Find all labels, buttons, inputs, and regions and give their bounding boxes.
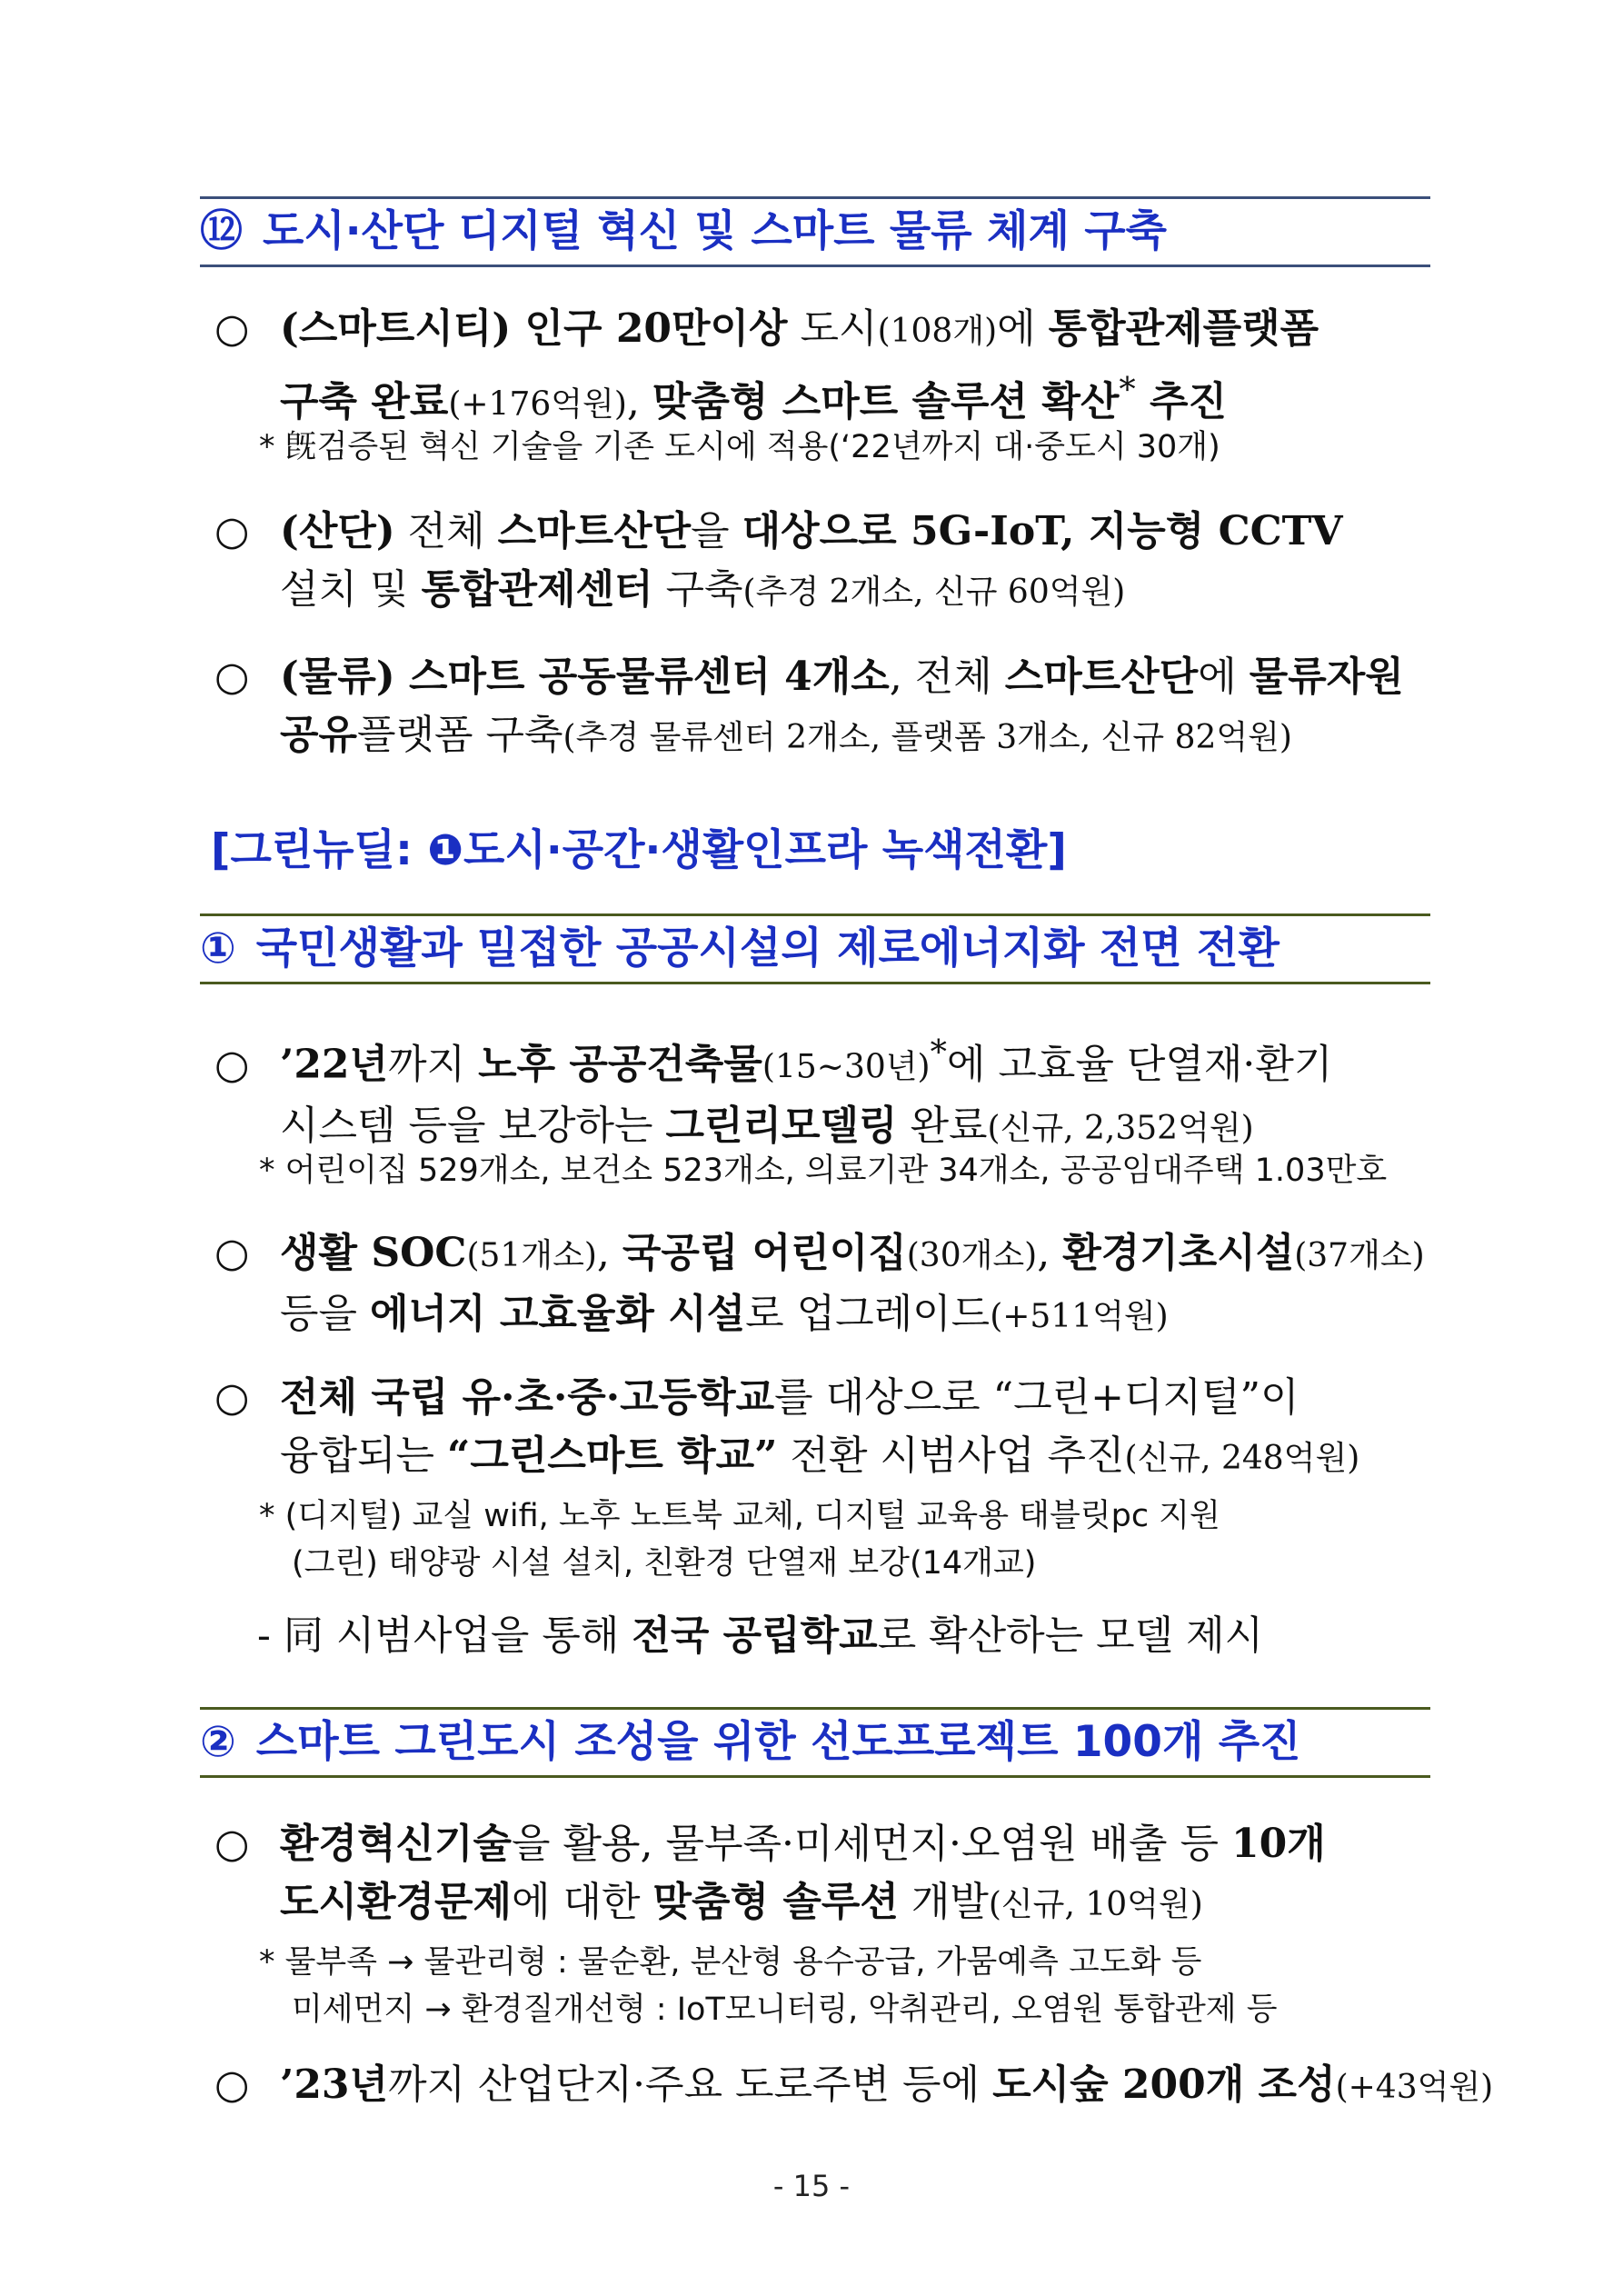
text-bold: 그린리모델링 xyxy=(665,1102,898,1149)
text-bold: 대상으로 5G-IoT, 지능형 CCTV xyxy=(742,508,1343,554)
text-bold: 스마트산단 xyxy=(497,508,692,554)
text-small: (추경 물류센터 2개소, 플랫폼 3개소, 신규 82억원) xyxy=(563,719,1292,756)
text-bold: 20 xyxy=(615,305,672,352)
text: , xyxy=(596,1230,622,1276)
section-number: ① xyxy=(200,923,236,973)
section-number: ⑫ xyxy=(200,206,243,256)
text: 에 xyxy=(1198,654,1250,700)
text-small: (51개소) xyxy=(466,1237,597,1274)
text-small: (+176억원) xyxy=(448,385,627,424)
bullet-mark: ○ xyxy=(214,1374,250,1421)
bullet-soc xyxy=(214,1224,1432,1346)
footnote-mark: * xyxy=(930,1033,947,1072)
text: 시스템 등을 보강하는 xyxy=(280,1102,666,1149)
text: 까지 산업단지·주요 도로주변 등에 xyxy=(388,2061,993,2108)
text-bold: 생활 SOC xyxy=(280,1230,467,1276)
text: 전체 xyxy=(394,508,498,554)
section-title: 국민생활과 밀접한 공공시설의 제로에너지화 전면 전환 xyxy=(255,923,1279,973)
text: 플랫폼 구축 xyxy=(357,712,563,758)
text-bold: 스마트 공동물류센터 4개소 xyxy=(394,654,890,700)
text-bold: 물류자원 xyxy=(1249,654,1404,700)
note-env-tech xyxy=(259,1939,1440,2033)
footnote-mark: * xyxy=(1119,370,1136,409)
bullet-mark: ○ xyxy=(214,1230,250,1276)
text: - 同 시범사업을 통해 xyxy=(257,1612,632,1659)
text-bold: 국공립 어린이집 xyxy=(622,1230,907,1276)
text-small: (신규, 248억원) xyxy=(1124,1440,1360,1477)
text-small: (+43억원) xyxy=(1335,2069,1494,2106)
text: 을 xyxy=(691,508,742,554)
section-title: 스마트 그린도시 조성을 위한 선도프로젝트 100개 추진 xyxy=(255,1717,1301,1767)
text: 에 xyxy=(997,305,1049,352)
page-number: - 15 - xyxy=(772,2169,851,2203)
text: 도시 xyxy=(787,305,878,352)
note-line: (그린) 태양광 시설 설치, 친환경 단열재 보강(14개교) xyxy=(292,1545,1037,1582)
text-bold: (스마트시티) 인구 xyxy=(280,305,616,352)
text: 개발 xyxy=(898,1879,989,1925)
bullet-env-tech xyxy=(214,1815,1432,1934)
text-small: (신규, 2,352억원) xyxy=(987,1109,1254,1147)
bullet-logistics xyxy=(214,648,1432,767)
section-2-header xyxy=(200,1707,1430,1778)
bullet-green-remodeling xyxy=(214,1023,1432,1158)
text-small: (37개소) xyxy=(1294,1237,1425,1274)
text-bold: 만이상 xyxy=(672,305,788,352)
text: , 전체 xyxy=(889,654,1005,700)
section-1-header xyxy=(200,913,1430,984)
text-small: (15~30년) xyxy=(762,1048,931,1086)
text: , xyxy=(1037,1230,1063,1276)
section-12-header xyxy=(200,196,1430,267)
text-bold: “그린스마트 학교” xyxy=(447,1433,778,1479)
text: 를 대상으로 “그린+디지털”이 xyxy=(774,1374,1299,1421)
text-bold: 맞춤형 솔루션 xyxy=(652,1879,899,1925)
bullet-mark: ○ xyxy=(214,654,250,700)
text-bold: 환경기초시설 xyxy=(1062,1230,1295,1276)
note-line: * 물부족 → 물관리형 : 물순환, 분산형 용수공급, 가뭄예측 고도화 등 xyxy=(259,1944,1202,1981)
text: 융합되는 xyxy=(280,1433,448,1479)
bullet-mark: ○ xyxy=(214,2061,250,2108)
bullet-mark: ○ xyxy=(214,1821,250,1867)
text: 설치 xyxy=(280,566,358,613)
text-bold: 맞춤형 스마트 솔루션 확산 xyxy=(652,378,1120,425)
dash-item-pilot xyxy=(257,1607,1263,1665)
text-bold: 도시숲 200개 조성 xyxy=(992,2061,1336,2108)
text-bold: 전국 공립학교 xyxy=(632,1612,878,1659)
text: 까지 xyxy=(388,1041,479,1088)
text-bold: 에너지 고효율화 시설 xyxy=(370,1291,746,1337)
text-bold: 통합관제플랫폼 xyxy=(1048,305,1319,352)
text-bold: 구축 완료 xyxy=(280,378,449,425)
text-bold: (물류) xyxy=(280,654,395,700)
green-newdeal-title: [그린뉴딜: ❶도시·공간·생활인프라 녹색전환] xyxy=(211,825,1067,875)
text-bold: 노후 공공건축물 xyxy=(478,1041,762,1088)
bullet-green-smart-school xyxy=(214,1369,1432,1488)
text-bold: 전체 국립 유·초·중·고등학교 xyxy=(280,1374,775,1421)
text: 에 대한 xyxy=(512,1879,653,1925)
bullet-mark: ○ xyxy=(214,305,250,352)
text-bold: 스마트산단 xyxy=(1004,654,1199,700)
text: 및 xyxy=(357,566,422,613)
bullet-smart-city xyxy=(214,300,1432,434)
note-green-remodeling: * 어린이집 529개소, 보건소 523개소, 의료기관 34개소, 공공임대주택 1.03만호 xyxy=(259,1153,1388,1189)
note-smart-city: * 旣검증된 혁신 기술을 기존 도시에 적용(‘22년까지 대·중도시 30개) xyxy=(259,429,1220,465)
section-number: ② xyxy=(200,1717,236,1767)
bullet-mark: ○ xyxy=(214,508,250,554)
text-small: (+511억원) xyxy=(990,1298,1169,1335)
text: 구축 xyxy=(652,566,743,613)
text-bold: 통합관제센터 xyxy=(421,566,653,613)
text: 등을 xyxy=(280,1291,370,1337)
text-small: (신규, 10억원) xyxy=(988,1886,1203,1923)
text-bold: 공유 xyxy=(280,712,358,758)
text-small: (108개) xyxy=(877,313,998,350)
text: 로 확산하는 모델 제시 xyxy=(877,1612,1264,1659)
text: , xyxy=(626,378,652,425)
text: 완료 xyxy=(897,1102,988,1149)
text: 을 활용, 물부족·미세먼지·오염원 배출 등 xyxy=(512,1821,1231,1867)
text: 전환 시범사업 추진 xyxy=(777,1433,1125,1479)
text-bold: 도시환경문제 xyxy=(280,1879,513,1925)
note-line: * (디지털) 교실 wifi, 노후 노트북 교체, 디지털 교육용 태블릿pc 지원 xyxy=(259,1498,1220,1534)
text-small: (30개소) xyxy=(906,1237,1038,1274)
text-bold: ’23년 xyxy=(280,2061,389,2108)
bullet-urban-forest xyxy=(214,2056,1494,2117)
note-green-smart-school xyxy=(259,1492,1440,1587)
text-bold: ’22년 xyxy=(280,1041,389,1088)
text-small: (추경 2개소, 신규 60억원) xyxy=(742,574,1126,611)
text-bold: 환경혁신기술 xyxy=(280,1821,513,1867)
section-title: 도시·산단 디지털 혁신 및 스마트 물류 체계 구축 xyxy=(263,206,1168,256)
text: 로 업그레이드 xyxy=(745,1291,991,1337)
note-line: 미세먼지 → 환경질개선형 : IoT모니터링, 악취관리, 오염원 통합관제 등 xyxy=(292,1992,1278,2028)
text-bold: 추진 xyxy=(1135,378,1228,425)
text-bold: 10개 xyxy=(1230,1821,1326,1867)
text-bold: (산단) xyxy=(280,508,395,554)
text: 에 고효율 단열재·환기 xyxy=(946,1041,1333,1088)
bullet-industrial-complex xyxy=(214,503,1432,622)
bullet-mark: ○ xyxy=(214,1041,250,1088)
